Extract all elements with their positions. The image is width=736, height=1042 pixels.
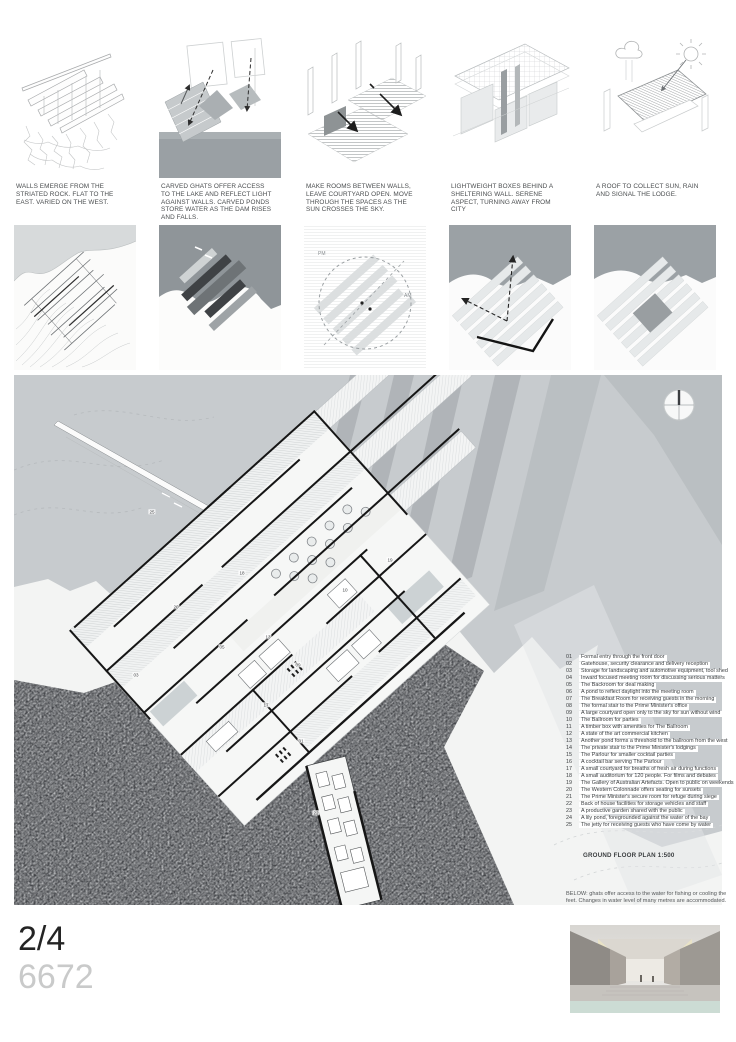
legend-item: 16 A cocktail bar serving The Parlour (566, 758, 662, 765)
legend-item: 25 The jetty for receiving guests who have come by water (566, 821, 712, 828)
striated-rock-sketch (14, 36, 136, 180)
plan-legend (566, 654, 734, 830)
legend-item: 18 A small auditorium for 120 people. For films and debates (566, 772, 716, 779)
room-number: 22 (313, 810, 319, 816)
figure-ground-diagram (159, 225, 281, 370)
cloud-icon (616, 41, 642, 58)
legend-item: 02 Gatehouse, security clearance and delivery reception (566, 660, 709, 667)
legend-item: 20 The Western Colonnade offers seating for sunsets (566, 786, 701, 793)
legend-item: 03 Storage for landscaping and automotive equipment, tool shed (566, 667, 728, 674)
room-number: 05 (219, 644, 225, 650)
courtyard-highlight-diagram (594, 225, 716, 370)
room-number: 19 (387, 557, 393, 563)
legend-item: 07 The Breakfast Room for receiving guests in the morning (566, 695, 715, 702)
legend-item: 01 Formal entry through the front door (566, 654, 665, 660)
aspect-arrows-diagram (449, 225, 571, 370)
ghats-render-thumbnail (570, 925, 720, 1013)
rooms-between-walls-sketch (304, 36, 426, 180)
sketch-caption: A ROOF TO COLLECT SUN, RAIN AND SIGNAL THE LODGE. (596, 183, 699, 198)
below-note: BELOW: ghats offer access to the water for fishing or cooling the feet. Changes in water level of many metres are accommodated. (566, 891, 727, 904)
legend-item: 15 The Parlour for smaller cocktail parties (566, 751, 673, 758)
legend-item: 21 The Prime Minister's secure room for refuge during siege (566, 793, 717, 800)
room-number: 20 (173, 604, 179, 610)
lightweight-boxes-sketch (449, 36, 571, 180)
sun-path-diagram (304, 225, 426, 370)
legend-item: 06 A pond to reflect daylight into the meeting room (566, 688, 694, 695)
legend-item: 11 A timber box with amenities for The Ballroom (566, 723, 688, 730)
room-number: 01 (298, 738, 304, 744)
collecting-roof-sketch (594, 36, 716, 180)
sketch-caption: CARVED GHATS OFFER ACCESS TO THE LAKE AND REFLECT LIGHT AGAINST WALLS. CARVED PONDS STORE WATER AS THE DAM RISES AND FALLS. (161, 183, 272, 222)
legend-item: 23 A productive garden shared with the public (566, 807, 683, 814)
room-number: 10 (342, 587, 348, 593)
room-number: 17 (263, 702, 269, 708)
legend-item: 04 Inward focused meeting room for discussing serious matters (566, 674, 725, 681)
legend-item: 14 The private stair to the Prime Minister's lodgings (566, 744, 696, 751)
sheet-number: 2/4 (18, 920, 66, 958)
legend-item: 10 The Ballroom for parties (566, 716, 639, 723)
sketch-caption: LIGHTWEIGHT BOXES BEHIND A SHELTERING WALL. SERENE ASPECT, TURNING AWAY FROM CITY (451, 183, 553, 214)
pm-label: PM (318, 251, 326, 257)
legend-item: 24 A lily pond, foregrounded against the water of the bay (566, 814, 709, 821)
legend-item: 19 The Gallery of Australian Artefacts. Open to public on weekends (566, 779, 734, 786)
legend-item: 13 Another pond forms a threshold to the ballroom from the west (566, 737, 728, 744)
carved-ghats-sketch (159, 36, 281, 180)
room-number: 09 (295, 662, 301, 668)
room-number: 13 (265, 634, 271, 640)
legend-item: 22 Back of house facilities for storage vehicles and staff (566, 800, 707, 807)
legend-item: 17 A small courtyard for breaths of fresh air during functions (566, 765, 717, 772)
contour-site-diagram (14, 225, 136, 370)
am-label: AM (404, 293, 412, 299)
plan-title: GROUND FLOOR PLAN 1:500 (583, 852, 675, 859)
room-number: 03 (133, 672, 139, 678)
north-compass-icon (664, 390, 694, 420)
sketch-caption: MAKE ROOMS BETWEEN WALLS, LEAVE COURTYARD OPEN. MOVE THROUGH THE SPACES AS THE SUN CROSSES THE SKY. (306, 183, 413, 214)
legend-item: 09 A large courtyard open only to the sky for sun without wind (566, 709, 721, 716)
sketch-caption: WALLS EMERGE FROM THE STRIATED ROCK. FLAT TO THE EAST. VARIED ON THE WEST. (16, 183, 114, 206)
sun-icon (676, 39, 706, 69)
legend-item: 12 A state of the art commercial kitchen (566, 730, 668, 737)
room-number: 18 (239, 570, 245, 576)
legend-item: 08 The formal stair to the Prime Minister's office (566, 702, 688, 709)
legend-item: 05 The Backroom for deal making (566, 681, 655, 688)
room-number: 25 (149, 509, 155, 515)
entry-code: 6672 (18, 958, 94, 996)
